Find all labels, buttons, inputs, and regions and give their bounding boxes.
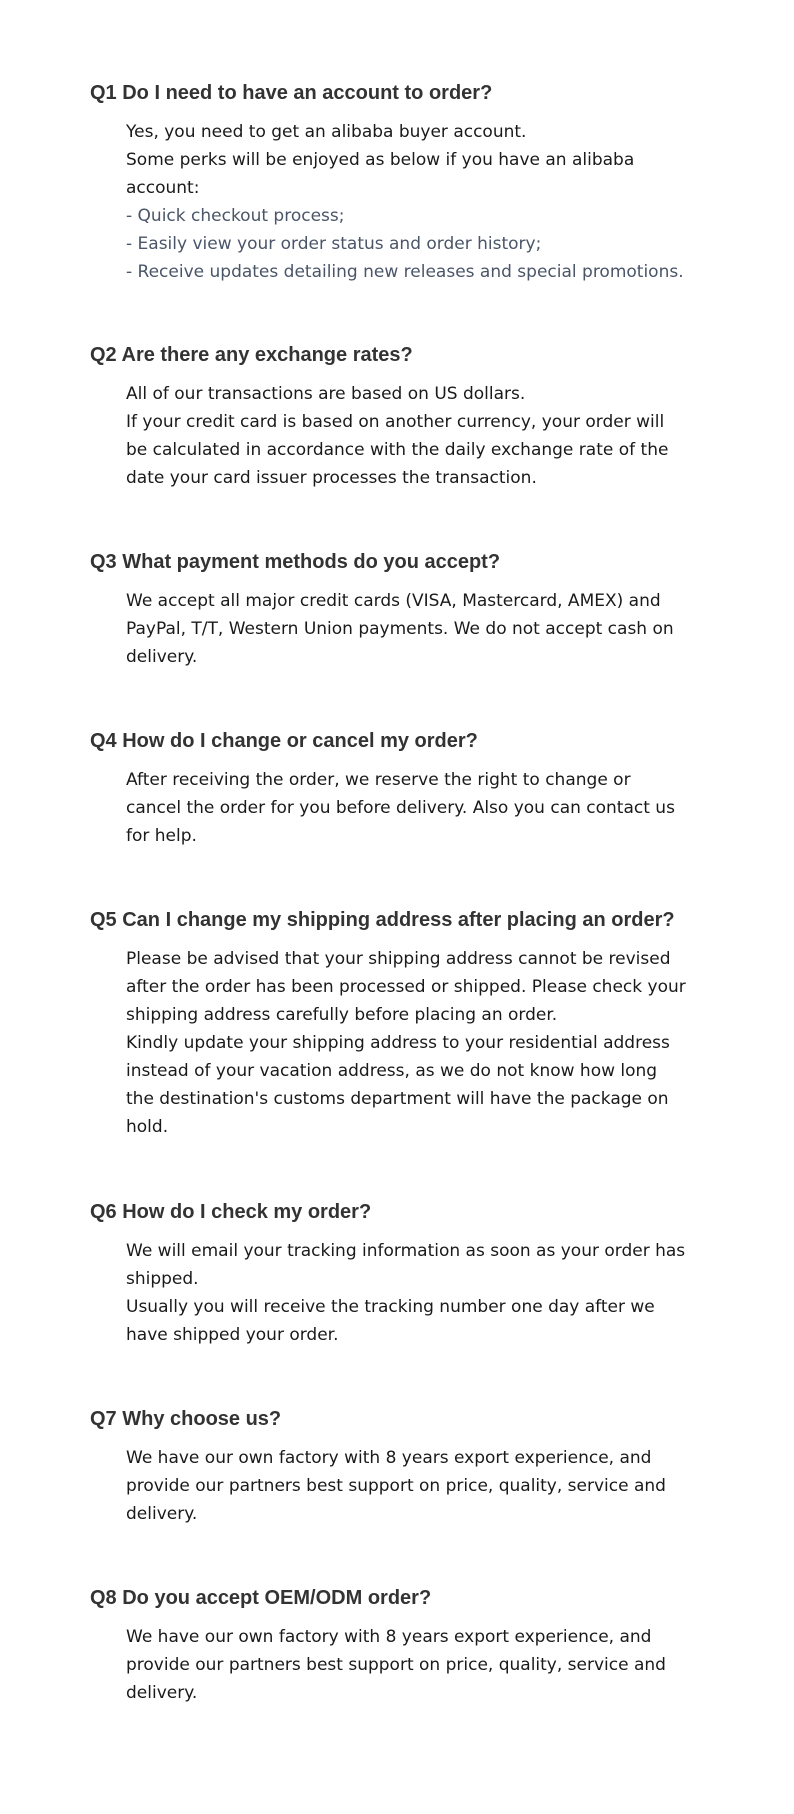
faq-question: Q7 Why choose us? [90, 1408, 282, 1430]
faq-question: Q2 Are there any exchange rates? [90, 344, 413, 366]
answer-line: After receiving the order, we reserve the right to change or [126, 770, 631, 790]
answer-line: If your credit card is based on another currency, your order will [126, 412, 665, 432]
answer-line: Usually you will receive the tracking number one day after we [126, 1297, 655, 1317]
faq-answer [126, 1237, 726, 1349]
answer-line: date your card issuer processes the transaction. [126, 468, 537, 488]
faq-question: Q6 How do I check my order? [90, 1201, 372, 1223]
answer-line: cancel the order for you before delivery. Also you can contact us [126, 798, 675, 818]
faq-answer [126, 1444, 726, 1528]
answer-line: Some perks will be enjoyed as below if you have an alibaba [126, 150, 635, 170]
faq-answer [126, 945, 726, 1141]
faq-question: Q1 Do I need to have an account to order? [90, 82, 493, 104]
perk-item: - Receive updates detailing new releases and special promotions. [126, 262, 684, 282]
answer-line: the destination's customs department will have the package on [126, 1089, 669, 1109]
answer-line: PayPal, T/T, Western Union payments. We do not accept cash on [126, 619, 674, 639]
perk-item: - Easily view your order status and order history; [126, 234, 542, 254]
faq-answer [126, 118, 726, 286]
answer-line: account: [126, 178, 200, 198]
faq-answer [126, 380, 726, 492]
answer-line: We have our own factory with 8 years export experience, and [126, 1448, 652, 1468]
answer-line: All of our transactions are based on US dollars. [126, 384, 526, 404]
answer-line: be calculated in accordance with the daily exchange rate of the [126, 440, 669, 460]
answer-line: Kindly update your shipping address to your residential address [126, 1033, 670, 1053]
answer-line: hold. [126, 1117, 169, 1137]
answer-line: shipped. [126, 1269, 199, 1289]
answer-line: We will email your tracking information as soon as your order has [126, 1241, 686, 1261]
answer-line: instead of your vacation address, as we do not know how long [126, 1061, 658, 1081]
answer-line: delivery. [126, 647, 198, 667]
answer-line: provide our partners best support on price, quality, service and [126, 1655, 666, 1675]
faq-answer [126, 1623, 726, 1707]
answer-line: delivery. [126, 1504, 198, 1524]
faq-question: Q4 How do I change or cancel my order? [90, 730, 478, 752]
perk-item: - Quick checkout process; [126, 206, 345, 226]
answer-line: We have our own factory with 8 years export experience, and [126, 1627, 652, 1647]
faq-answer [126, 766, 726, 850]
faq-question: Q3 What payment methods do you accept? [90, 551, 501, 573]
answer-line: for help. [126, 826, 197, 846]
answer-line: shipping address carefully before placing an order. [126, 1005, 558, 1025]
answer-line: provide our partners best support on price, quality, service and [126, 1476, 666, 1496]
answer-line: We accept all major credit cards (VISA, Mastercard, AMEX) and [126, 591, 661, 611]
answer-line: Please be advised that your shipping address cannot be revised [126, 949, 671, 969]
answer-line: have shipped your order. [126, 1325, 339, 1345]
answer-line: delivery. [126, 1683, 198, 1703]
faq-answer [126, 587, 726, 671]
faq-question: Q5 Can I change my shipping address after placing an order? [90, 909, 675, 931]
answer-line: Yes, you need to get an alibaba buyer account. [126, 122, 527, 142]
faq-question: Q8 Do you accept OEM/ODM order? [90, 1587, 432, 1609]
answer-line: after the order has been processed or shipped. Please check your [126, 977, 686, 997]
